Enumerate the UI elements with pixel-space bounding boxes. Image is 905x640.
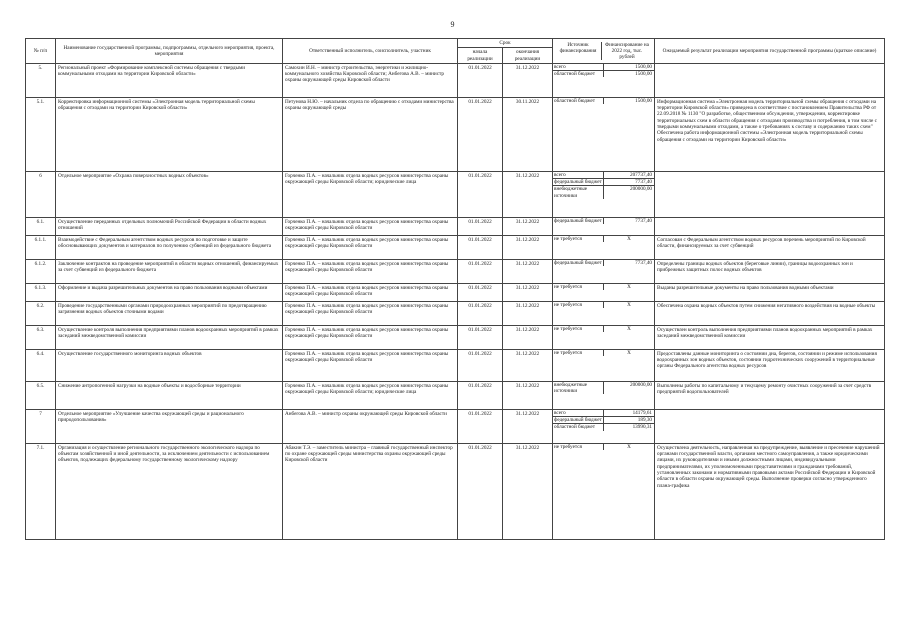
row-name: Заключение контрактов на проведение мероприятий в области водных отношений, финансируемых за счет субвенций из федерального бюджета <box>56 259 283 283</box>
row-end-date: 31.12.2022 <box>503 235 553 259</box>
row-result: Предоставлены данные мониторинга о состоянии дна, берегов, состоянии и режиме использования водоохранных зон водных объектов, состоянии гидротехнических сооружений в территориальные органы Федерального агентства водных ресурсов <box>655 349 885 381</box>
row-num: 5. <box>26 63 56 97</box>
financing-source: всего <box>553 64 604 70</box>
header-source: Источник финансирования <box>555 42 602 61</box>
row-name: Осуществление государственного мониторинга водных объектов <box>56 349 283 381</box>
row-start-date: 01.01.2022 <box>458 217 503 235</box>
row-num: 6.1.3. <box>26 283 56 301</box>
row-financing <box>553 381 655 409</box>
financing-source: не требуется <box>553 326 604 332</box>
row-end-date: 31.12.2022 <box>503 217 553 235</box>
row-result <box>655 63 885 97</box>
row-name: Отдельное мероприятие «Улучшение качества окружающей среды и рационального природопользования» <box>56 409 283 443</box>
row-executor: Петунова Н.Ю. – начальник отдела по обращению с отходами министерства охраны окружающей среды <box>283 97 458 171</box>
table-row <box>26 409 885 443</box>
row-start-date: 01.01.2022 <box>458 283 503 301</box>
row-end-date: 31.12.2022 <box>503 325 553 349</box>
row-result: Обеспечена охрана водных объектов путем снижения негативного воздействия на водные объекты <box>655 301 885 325</box>
financing-amount: 1500,00 <box>635 63 653 70</box>
row-name: Проведение государственными органами природоохранных мероприятий по предотвращению загрязнения водных объектов сточными водами <box>56 301 283 325</box>
row-financing <box>553 443 655 539</box>
table-row <box>26 63 885 97</box>
row-start-date: 01.01.2022 <box>458 325 503 349</box>
table-row <box>26 235 885 259</box>
row-result <box>655 217 885 235</box>
row-start-date: 01.01.2022 <box>458 63 503 97</box>
row-financing <box>553 235 655 259</box>
row-num: 6.1.1. <box>26 235 56 259</box>
row-num: 6.1. <box>26 217 56 235</box>
table-body <box>26 63 885 539</box>
row-executor: Горченко П.А. – начальник отдела водных ресурсов министерства охраны окружающей среды Кировской области; юридические лица <box>283 381 458 409</box>
row-result: Выполнены работы по капитальному и текущему ремонту очистных сооружений за счет средств предприятий водопользователей <box>655 381 885 409</box>
table-row <box>26 381 885 409</box>
row-start-date: 01.01.2022 <box>458 349 503 381</box>
header-row <box>26 39 885 48</box>
row-end-date: 31.12.2022 <box>503 409 553 443</box>
row-end-date: 31.12.2022 <box>503 171 553 217</box>
financing-amount: 200000,00 <box>629 186 653 193</box>
row-num: 6 <box>26 171 56 217</box>
row-financing <box>553 97 655 171</box>
row-result: Осуществлена деятельность, направленная на предупреждение, выявление и пресечение нарушений органами государственной власти, органами местного самоуправления, а также юридическими лицами, их руководителями и иными должностными лицами, индивидуальными предпринимателями, их уполномоченными представителями и гражданами требований, установленных законами и нормативными правовыми актами Российской Федерации и Кировской области в области охраны окружающей среды. Выполнение проверки согласно утвержденного плана-графика <box>655 443 885 539</box>
financing-source: всего <box>553 410 604 416</box>
financing-amount: Х <box>627 235 631 242</box>
header-end: окончания реализации <box>503 48 553 64</box>
financing-source: федеральный бюджет <box>553 179 604 185</box>
row-executor: Самохин И.Н. – министр строительства, энергетики и жилищно-коммунального хозяйства Кировской области; Анбегова А.В. – министр охраны окружающей среды Кировской области <box>283 63 458 97</box>
row-end-date: 31.12.2022 <box>503 349 553 381</box>
row-start-date: 01.01.2022 <box>458 235 503 259</box>
row-start-date: 01.01.2022 <box>458 171 503 217</box>
financing-source: областной бюджет <box>553 98 604 104</box>
row-num: 7 <box>26 409 56 443</box>
financing-source: не требуется <box>553 444 604 450</box>
table-row <box>26 259 885 283</box>
row-result <box>655 409 885 443</box>
program-table <box>25 38 885 540</box>
row-financing <box>553 217 655 235</box>
financing-amount: 7737,40 <box>635 179 653 186</box>
row-end-date: 30.11.2022 <box>503 97 553 171</box>
financing-amount: 200000,00 <box>629 381 653 388</box>
row-num: 7.1. <box>26 443 56 539</box>
financing-amount: Х <box>627 301 631 308</box>
table-row <box>26 283 885 301</box>
financing-source: не требуется <box>553 350 604 356</box>
row-financing <box>553 301 655 325</box>
financing-source: не требуется <box>553 284 604 290</box>
header-executor: Ответственный исполнитель, соисполнитель, участник <box>283 39 458 64</box>
header-term: Срок <box>458 39 553 48</box>
table-row <box>26 349 885 381</box>
financing-source: федеральный бюджет <box>553 417 604 423</box>
row-end-date: 31.12.2022 <box>503 301 553 325</box>
header-name: Наименование государственной программы, подпрограммы, отдельного мероприятия, проекта, мероприятия <box>56 39 283 64</box>
row-financing <box>553 325 655 349</box>
row-name: Оформление и выдача разрешительных документов на право пользования водными объектами <box>56 283 283 301</box>
row-financing <box>553 63 655 97</box>
financing-amount: 189,30 <box>637 417 653 424</box>
row-name: Отдельное мероприятие «Охрана поверхностных водных объектов» <box>56 171 283 217</box>
financing-source: не требуется <box>553 302 604 308</box>
row-num: 6.3. <box>26 325 56 349</box>
row-executor: Анбегова А.В. – министр охраны окружающей среды Кировской области <box>283 409 458 443</box>
row-name: Организация и осуществление регионального государственного экологического надзора по объектам хозяйственной и иной деятельности, за исключением деятельности с использованием объектов, подлежащих федеральному государственному экологическому надзору <box>56 443 283 539</box>
row-num: 5.1. <box>26 97 56 171</box>
table-row <box>26 301 885 325</box>
table-row <box>26 97 885 171</box>
row-financing <box>553 283 655 301</box>
financing-amount: 1500,00 <box>635 71 653 78</box>
row-result: Выданы разрешительные документы на право пользования водными объектами <box>655 283 885 301</box>
header-num: № п/п <box>26 39 56 64</box>
financing-amount: Х <box>627 325 631 332</box>
row-start-date: 01.01.2022 <box>458 381 503 409</box>
row-executor: Горченко П.А. – начальник отдела водных ресурсов министерства охраны окружающей среды Кировской области <box>283 349 458 381</box>
row-executor: Горченко П.А. – начальник отдела водных ресурсов министерства охраны окружающей среды Кировской области <box>283 301 458 325</box>
financing-source: федеральный бюджет <box>553 260 604 266</box>
header-result: Ожидаемый результат реализации мероприятия государственной программы (краткое описание) <box>655 39 885 64</box>
page-number: 9 <box>450 20 455 29</box>
row-financing <box>553 349 655 381</box>
row-result: Определены границы водных объектов (береговые линии), границы водоохранных зон и прибрежных защитных полос водных объектов <box>655 259 885 283</box>
table-row <box>26 171 885 217</box>
row-financing <box>553 171 655 217</box>
row-executor: Горченко П.А. – начальник отдела водных ресурсов министерства охраны окружающей среды Кировской области <box>283 217 458 235</box>
row-executor: Горченко П.А. – начальник отдела водных ресурсов министерства охраны окружающей среды Кировской области <box>283 325 458 349</box>
financing-amount: 207737,40 <box>629 171 653 178</box>
financing-amount: Х <box>627 443 631 450</box>
financing-source: внебюджетные источники <box>553 382 604 395</box>
row-start-date: 01.01.2022 <box>458 409 503 443</box>
header-start: начала реализации <box>458 48 503 64</box>
header-source-financing <box>553 39 655 64</box>
row-num: 6.2. <box>26 301 56 325</box>
financing-amount: Х <box>627 283 631 290</box>
financing-amount: 7737,40 <box>635 259 653 266</box>
financing-source: федеральный бюджет <box>553 218 604 224</box>
row-name: Осуществление контроля выполнения предприятиями планов водоохранных мероприятий в рамках заседаний межведомственной комиссии <box>56 325 283 349</box>
row-end-date: 31.12.2022 <box>503 443 553 539</box>
row-financing <box>553 409 655 443</box>
row-num: 6.4. <box>26 349 56 381</box>
row-name: Снижение антропогенной нагрузки на водные объекты и водосборные территории <box>56 381 283 409</box>
table-row <box>26 325 885 349</box>
financing-source: всего <box>553 172 604 178</box>
financing-source: областной бюджет <box>553 71 604 77</box>
row-name: Корректировка информационной системы «Электронная модель территориальной схемы обращения с отходами на территории Кировской области» <box>56 97 283 171</box>
row-start-date: 01.01.2022 <box>458 259 503 283</box>
row-end-date: 31.12.2022 <box>503 63 553 97</box>
financing-source: не требуется <box>553 236 604 242</box>
row-name: Взаимодействие с Федеральным агентством водных ресурсов по подготовке и защите обосновывающих документов и материалов по получению субвенций из федерального бюджета <box>56 235 283 259</box>
row-num: 6.5. <box>26 381 56 409</box>
row-name: Региональный проект «Формирование комплексной системы обращения с твердыми коммунальными отходами на территории Кировской области» <box>56 63 283 97</box>
row-result <box>655 171 885 217</box>
financing-source: внебюджетные источники <box>553 186 604 199</box>
financing-amount: 13990,31 <box>632 424 653 431</box>
financing-amount: Х <box>627 349 631 356</box>
row-start-date: 01.01.2022 <box>458 97 503 171</box>
table-row <box>26 443 885 539</box>
row-result: Осуществлен контроль выполнения предприятиями планов водоохранных мероприятий в рамках заседаний межведомственной комиссии <box>655 325 885 349</box>
row-start-date: 01.01.2022 <box>458 443 503 539</box>
financing-amount: 1500,00 <box>635 97 653 104</box>
row-start-date: 01.01.2022 <box>458 301 503 325</box>
row-result: Информационная система «Электронная модель территориальной схемы обращения с отходами на территории Кировской области» приведена в соответствие с постановлением Правительства РФ от 22.09.2018 № 1130 "О разработке, общественном обсуждении, утверждении, корректировке территориальных схем в области обращения с отходами производства и потребления, в том числе с твердыми коммунальными отходами, а также о требованиях к составу и содержанию таких схем" Обеспечена работа информационной системы «Электронная модель территориальной схемы обращения с отходами на территории Кировской области» <box>655 97 885 171</box>
row-executor: Горченко П.А. – начальник отдела водных ресурсов министерства охраны окружающей среды Кировской области <box>283 283 458 301</box>
row-end-date: 31.12.2022 <box>503 283 553 301</box>
row-executor: Горченко П.А. – начальник отдела водных ресурсов министерства охраны окружающей среды Кировской области <box>283 235 458 259</box>
financing-amount: 7737,40 <box>635 217 653 224</box>
row-end-date: 31.12.2022 <box>503 381 553 409</box>
row-executor: Горченко П.А. – начальник отдела водных ресурсов министерства охраны окружающей среды Кировской области <box>283 259 458 283</box>
table-row <box>26 217 885 235</box>
header-financing: Финансирование на 2022 год, тыс. рублей <box>605 41 649 61</box>
financing-amount: 14179,61 <box>632 409 653 416</box>
row-executor: Горченко П.А. – начальник отдела водных ресурсов министерства охраны окружающей среды Кировской области; юридические лица <box>283 171 458 217</box>
row-financing <box>553 259 655 283</box>
row-end-date: 31.12.2022 <box>503 259 553 283</box>
row-name: Осуществление переданных отдельных полномочий Российской Федерации в области водных отношений <box>56 217 283 235</box>
row-num: 6.1.2. <box>26 259 56 283</box>
financing-source: областной бюджет <box>553 424 604 430</box>
row-result: Согласован с Федеральным агентством водных ресурсов перечень мероприятий по Кировской области, финансируемых за счет субвенций <box>655 235 885 259</box>
row-executor: Абакин Т.Э. – заместитель министра – главный государственный инспектор по охране окружающей среды министерства охраны окружающей среды Кировской области <box>283 443 458 539</box>
